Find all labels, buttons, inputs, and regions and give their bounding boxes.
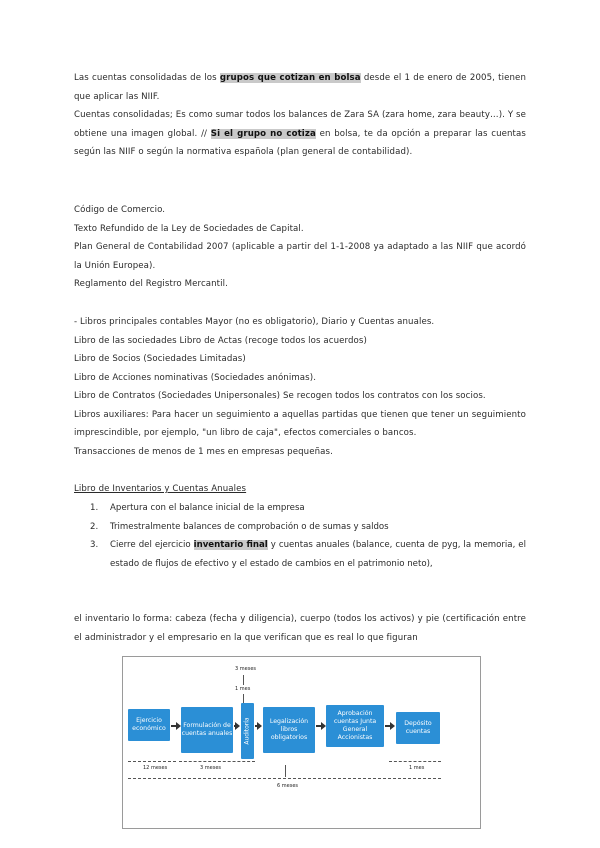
book-item: - Libros principales contables Mayor (no es obligatorio), Diario y Cuentas anuales. <box>74 317 435 327</box>
label-3-months: 3 meses <box>200 765 222 771</box>
paragraph-consolidated-explanation <box>74 106 526 162</box>
text: en bolsa, te da opción a preparar las cuentas según las NIIF o según la normativa española (plan general de contabilidad). <box>74 128 526 157</box>
label-top-3-months: 3 meses <box>235 666 257 672</box>
book-item: Libro de Acciones nominativas (Sociedades anónimas). <box>74 372 317 383</box>
box-fiscal-year: Ejercicio económico <box>128 709 170 741</box>
list-number: 1. <box>90 503 99 513</box>
book-item: Libro de Contratos (Sociedades Unipersonales) Se recogen todos los contratos con los socios. <box>74 391 486 401</box>
box-legalization: Legalización libros obligatorios <box>263 707 315 753</box>
books-list <box>74 313 526 461</box>
list-text: Cierre del ejercicio <box>110 540 194 550</box>
norm-item: Reglamento del Registro Mercantil. <box>74 279 228 289</box>
box-audit <box>241 703 254 759</box>
arrow <box>255 725 258 727</box>
list-text: Trimestralmente balances de comprobación o de sumas y saldos <box>110 521 389 532</box>
list-number: 2. <box>90 521 99 532</box>
arrow <box>171 725 177 727</box>
text: desde el 1 de enero de 2005, tienen que aplicar las NIIF. <box>74 73 526 102</box>
inventory-list-item <box>90 518 526 537</box>
arrow <box>316 725 322 727</box>
inventory-list-item <box>90 536 526 573</box>
audit-label: Auditoría <box>243 717 251 745</box>
book-item: Libro de Socios (Sociedades Limitadas) <box>74 354 246 364</box>
norm-item: Texto Refundido de la Ley de Sociedades de Capital. <box>74 223 304 234</box>
text: Las cuentas consolidadas de los <box>74 73 220 83</box>
label-6-months: 6 meses <box>277 783 299 789</box>
list-text: y cuentas anuales (balance, cuenta de pyg, la memoria, el estado de flujos de efectivo y el estado de cambios en el patrimonio neto), <box>110 540 526 569</box>
text: Cuentas consolidadas; Es como sumar todos los balances de Zara SA (zara home, zara beauty…). Y se obtiene una imagen global. // <box>74 110 526 139</box>
box-formulation: Formulación de cuentas anuales <box>181 707 233 753</box>
connector-line <box>243 675 244 685</box>
arrow <box>385 725 391 727</box>
book-item: Libro de las sociedades Libro de Actas (recoge todos los acuerdos) <box>74 335 367 346</box>
arrow <box>234 725 236 727</box>
inventory-list-item <box>90 499 526 518</box>
bracket-line <box>389 761 441 763</box>
highlight-listed-groups: grupos que cotizan en bolsa <box>219 73 361 83</box>
annual-accounts-process-diagram <box>122 656 481 829</box>
book-item: Transacciones de menos de 1 mes en empresas pequeñas. <box>74 446 333 457</box>
paragraph-consolidated-listed <box>74 69 526 106</box>
bracket-line-total <box>128 778 441 780</box>
label-1-month: 1 mes <box>409 765 425 771</box>
label-12-months: 12 meses <box>143 765 168 771</box>
bracket-line <box>128 761 176 763</box>
box-deposit: Depósito cuentas <box>396 712 440 744</box>
highlight-final-inventory: inventario final <box>193 540 268 550</box>
bracket-line <box>179 761 255 763</box>
label-top-1-month: 1 mes <box>235 686 251 692</box>
highlight-not-listed: Si el grupo no cotiza <box>210 128 316 139</box>
norm-item: Código de Comercio. <box>74 205 166 215</box>
paragraph-inventory-structure: el inventario lo forma: cabeza (fecha y diligencia), cuerpo (todos los activos) y pie (certificación entre el administrador y el empresario en la que verifican que es real lo que figuran <box>74 614 526 643</box>
connector-line <box>285 765 286 777</box>
box-approval: Aprobación cuentas Junta General Accionistas <box>326 705 384 747</box>
list-text: Apertura con el balance inicial de la empresa <box>110 503 305 513</box>
book-item: Libros auxiliares: Para hacer un seguimiento a aquellas partidas que tienen que tener un seguimiento imprescindible, por ejemplo, "un libro de caja", efectos comerciales o bancos. <box>74 409 526 438</box>
norm-item: Plan General de Contabilidad 2007 (aplicable a partir del 1-1-2008 ya adaptado a las NIIF que acordó la Unión Europea). <box>74 242 526 271</box>
list-number: 3. <box>90 540 99 550</box>
inventory-ordered-list <box>90 499 526 573</box>
inventory-heading: Libro de Inventarios y Cuentas Anuales <box>74 484 247 494</box>
norms-list <box>74 201 526 294</box>
